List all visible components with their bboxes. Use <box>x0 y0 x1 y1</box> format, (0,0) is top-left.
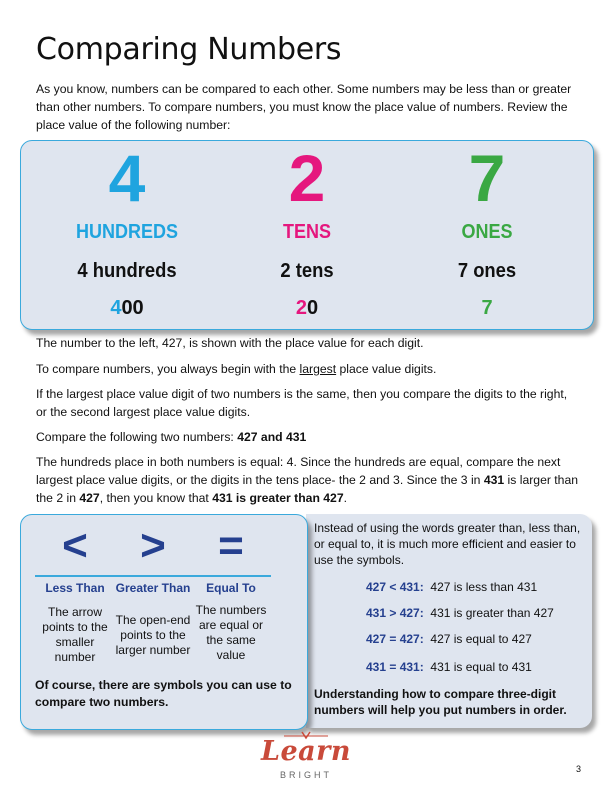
equal-to-label: Equal To <box>206 581 256 595</box>
paragraph-5: The hundreds place in both numbers is equal: 4. Since the hundreds are equal, compare the next largest place value digits, or the digits in the tens place- the 2 and 3. Since the 3 in 431 is larger than the 2 in 427, then you know that 431 is greater than 427. <box>36 455 579 505</box>
tens-value: 20 <box>295 297 319 319</box>
paragraph-4: Compare the following two numbers: 427 and 431 <box>36 430 307 444</box>
greater-than-symbol: > <box>140 521 166 570</box>
page-number: 3 <box>576 764 582 774</box>
symbol-divider <box>35 575 271 577</box>
comparison-row: 431 > 427: 431 is greater than 427 <box>366 606 554 620</box>
intro-paragraph: As you know, numbers can be compared to each other. Some numbers may be less than or greater than other numbers. To compare numbers, you must know the place value of numbers. Review the place value of the following number: <box>36 82 572 132</box>
ones-column <box>397 141 577 320</box>
paragraph-2: To compare numbers, you always begin with the largest place value digits. <box>36 362 437 376</box>
learn-bright-logo <box>250 730 362 786</box>
ones-label: ONES <box>461 221 513 243</box>
hundreds-digit: 4 <box>108 141 146 215</box>
ones-value: 7 <box>481 297 493 319</box>
comparison-row: 427 = 427: 427 is equal to 427 <box>366 632 532 646</box>
largest-word: largest <box>299 362 337 376</box>
greater-than-label: Greater Than <box>115 581 191 595</box>
tens-column <box>217 141 397 320</box>
greater-than-desc: The open-end points to the larger number <box>115 613 191 657</box>
less-than-symbol: < <box>62 521 88 570</box>
page-title: Comparing Numbers <box>36 32 342 67</box>
less-than-label: Less Than <box>45 581 105 595</box>
comparison-row: 427 < 431: 427 is less than 431 <box>366 580 538 594</box>
hundreds-label: HUNDREDS <box>75 221 179 243</box>
equal-symbol: = <box>218 521 244 570</box>
tens-label: TENS <box>282 221 332 243</box>
logo-word: Learn <box>260 736 351 767</box>
ones-words: 7 ones <box>457 260 517 282</box>
tens-digit: 2 <box>288 141 326 215</box>
ones-digit: 7 <box>468 141 506 215</box>
logo-sub: BRIGHT <box>279 770 332 780</box>
hundreds-value: 400 <box>110 297 144 319</box>
paragraph-1: The number to the left, 427, is shown with the place value for each digit. <box>36 336 424 350</box>
place-value-panel <box>20 140 594 330</box>
hundreds-column <box>37 141 217 320</box>
paragraph-3: If the largest place value digit of two numbers is the same, then you compare the digits to the right, or the second largest place value digits. <box>36 387 568 419</box>
equal-to-desc: The numbers are equal or the same value <box>195 603 267 662</box>
symbols-outro: Understanding how to compare three-digit numbers will help you put numbers in order. <box>314 687 567 717</box>
hundreds-words: 4 hundreds <box>77 260 177 282</box>
comparison-row: 431 = 431: 431 is equal to 431 <box>366 660 532 674</box>
less-than-desc: The arrow points to the smaller number <box>42 605 108 664</box>
symbols-intro: Instead of using the words greater than, less than, or equal to, it is much more efficient and easier to use the symbols. <box>314 521 581 567</box>
symbols-note: Of course, there are symbols you can use to compare two numbers. <box>35 678 292 709</box>
tens-words: 2 tens <box>280 260 334 282</box>
symbols-panel <box>20 514 308 730</box>
